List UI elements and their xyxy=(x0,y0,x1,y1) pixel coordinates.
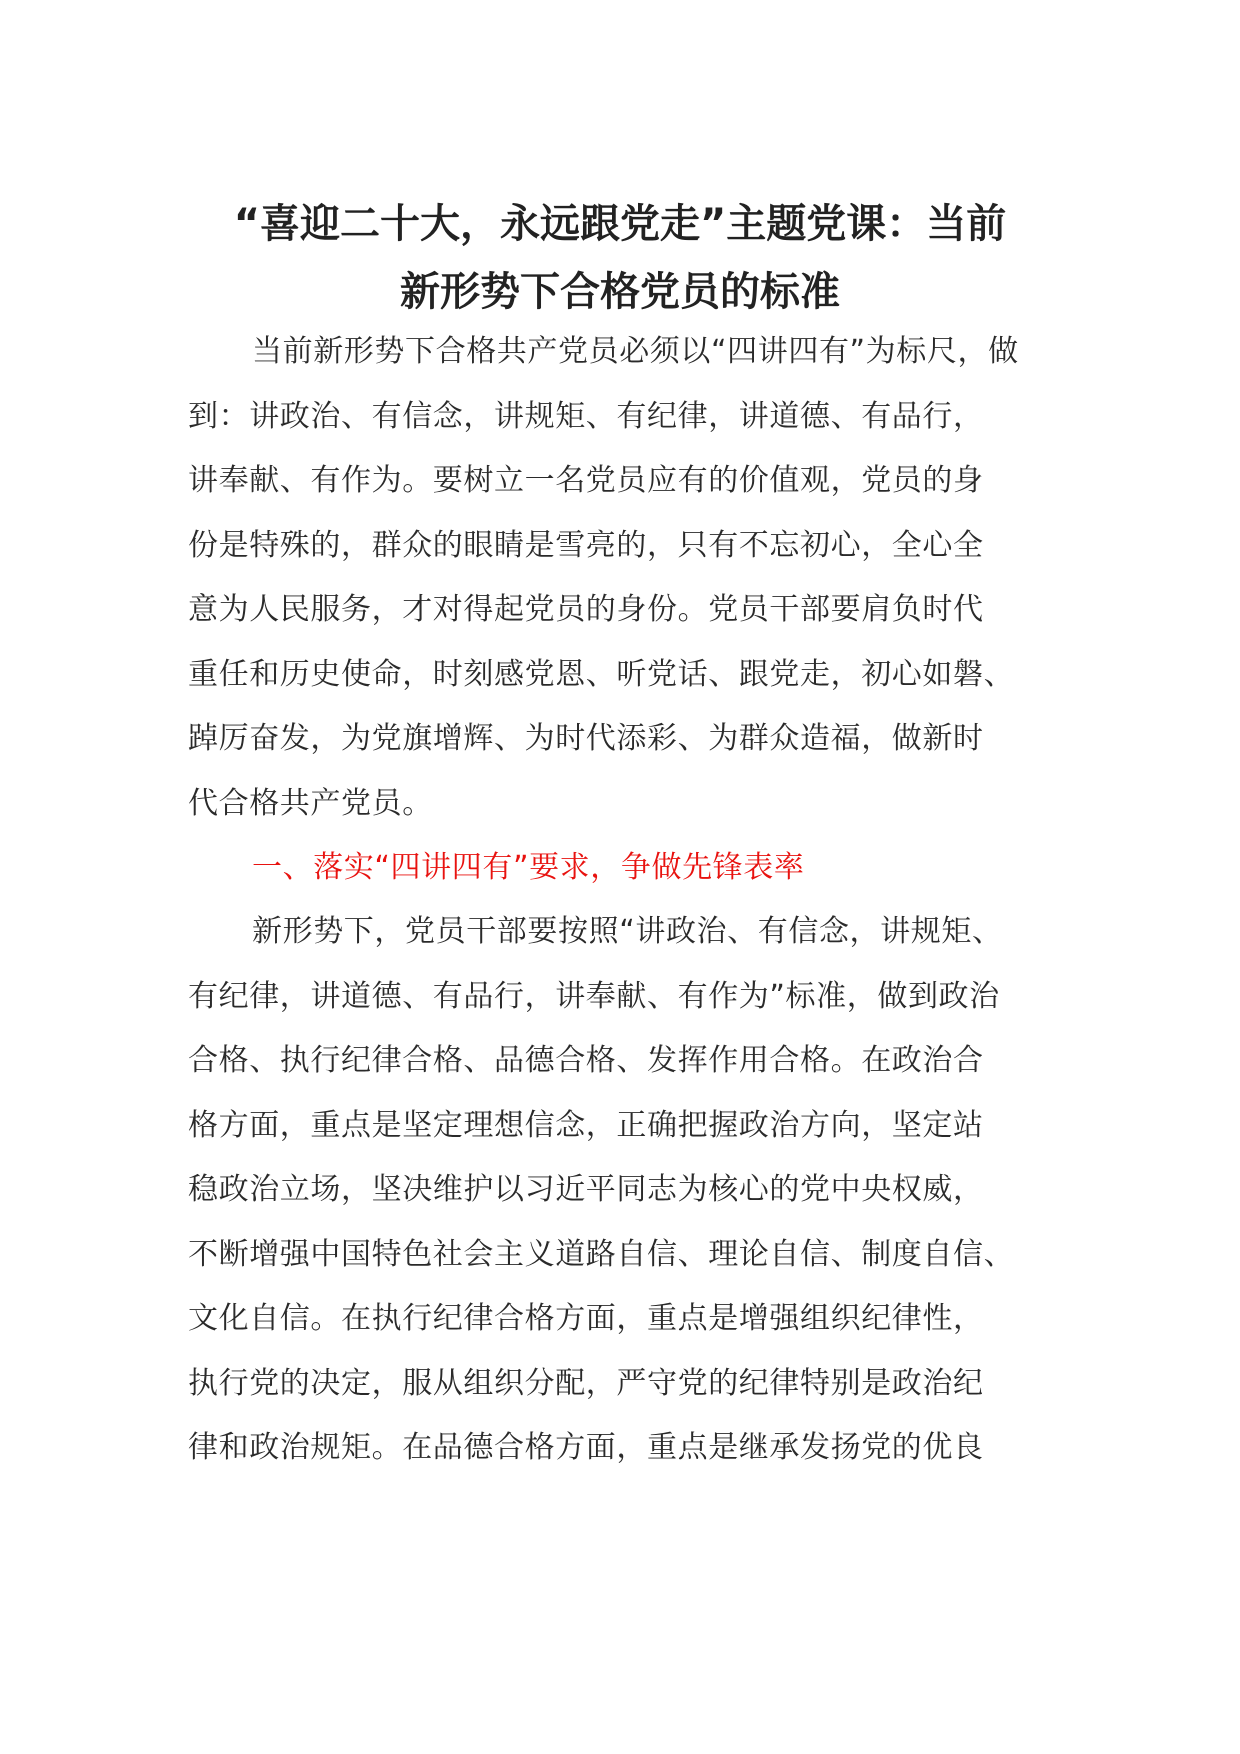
paragraph-line: 新形势下，党员干部要按照“讲政治、有信念，讲规矩、 xyxy=(252,914,1003,949)
document-title xyxy=(188,190,1052,326)
paragraph-line: 到：讲政治、有信念，讲规矩、有纪律，讲道德、有品行， xyxy=(188,398,984,434)
paragraph-line: 文化自信。在执行纪律合格方面，重点是增强组织纪律性， xyxy=(188,1301,984,1336)
title-line-1: “喜迎二十大，永远跟党走”主题党课：当前 xyxy=(233,201,1007,247)
paragraph-line: 不断增强中国特色社会主义道路自信、理论自信、制度自信、 xyxy=(188,1236,1015,1272)
paragraph-line: 格方面，重点是坚定理想信念，正确把握政治方向，坚定站 xyxy=(188,1107,984,1143)
title-line-2: 新形势下合格党员的标准 xyxy=(400,269,840,315)
section-heading: 一、落实“四讲四有”要求，争做先锋表率 xyxy=(252,850,805,885)
paragraph-line: 份是特殊的，群众的眼睛是雪亮的，只有不忘初心，全心全 xyxy=(188,527,984,563)
paragraph-line: 执行党的决定，服从组织分配，严守党的纪律特别是政治纪 xyxy=(188,1365,984,1401)
paragraph-line: 讲奉献、有作为。要树立一名党员应有的价值观，党员的身 xyxy=(188,463,984,498)
paragraph-line: 有纪律，讲道德、有品行，讲奉献、有作为”标准，做到政治 xyxy=(188,978,1000,1014)
paragraph-1 xyxy=(188,320,1052,901)
paragraph-line: 合格、执行纪律合格、品德合格、发挥作用合格。在政治合 xyxy=(188,1043,984,1078)
paragraph-line: 重任和历史使命，时刻感党恩、听党话、跟党走，初心如磐、 xyxy=(188,656,1015,692)
paragraph-line: 当前新形势下合格共产党员必须以“四讲四有”为标尺，做 xyxy=(252,334,1019,369)
paragraph-line: 稳政治立场，坚决维护以习近平同志为核心的党中央权威， xyxy=(188,1172,984,1207)
paragraph-line: 踔厉奋发，为党旗增辉、为时代添彩、为群众造福，做新时 xyxy=(188,721,984,756)
paragraph-line: 律和政治规矩。在品德合格方面，重点是继承发扬党的优良 xyxy=(188,1430,984,1465)
paragraph-line: 意为人民服务，才对得起党员的身份。党员干部要肩负时代 xyxy=(188,592,984,627)
paragraph-2 xyxy=(188,900,1052,1481)
paragraph-line: 代合格共产党员。 xyxy=(188,785,433,821)
